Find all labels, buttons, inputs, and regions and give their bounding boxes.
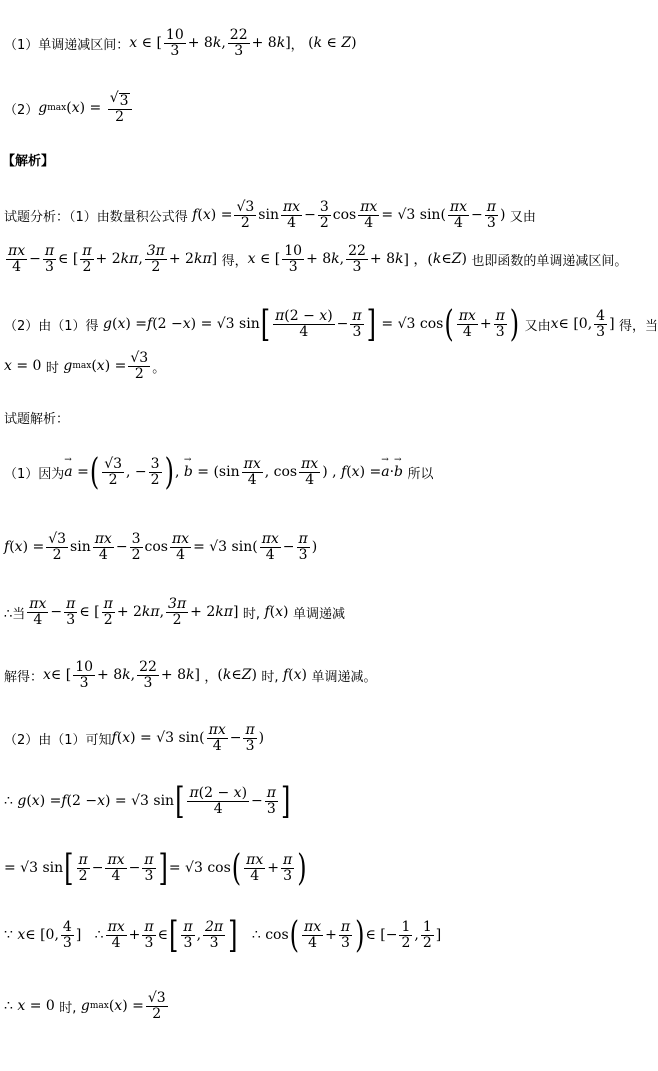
solution-line-3: ∴当 $\frac{\pi x}{4}$ − $\frac{\pi}{3}$ ∈ [ $\frac{\pi}{2}$ + 2 kπ , $\frac{3\pi}{2}$ + 2 kπ ] 时, f ( x ) 单调递减	[4, 595, 345, 628]
solution-1-tail: 所以	[407, 466, 434, 482]
solution-9-mid: 时,	[59, 1000, 77, 1016]
comma: ，	[290, 37, 304, 53]
analysis-line-4: x = 0 时 g max ( x ) = $\frac{√3}{2}$ 。	[4, 349, 166, 382]
solution-line-5: （2）由（1）可知 f ( x ) = √3 sin( $\frac{\pi x}{4}$ − $\frac{\pi}{3}$ )	[4, 721, 265, 754]
solution-line-9: ∴ x = 0 时, g max ( x ) = $\frac{√3}{2}$	[4, 989, 166, 1022]
solution-line-4: 解得： x ∈ [ $\frac{10}{3}$ + 8 k , $\frac{22}{3}$ + 8 k ] ， ( k ∈ Z ) 时, f ( x ) 单调递减。	[4, 658, 377, 691]
solution-line-8: ∵ x ∈ [0, $\frac{4}{3}$ ] ∴ $\frac{\pi x}{4}$ + $\frac{\pi}{3}$ ∈ [ $\frac{\pi}{3}$ , $\frac{2\pi}{3}$ ] ∴ cos ( $\frac{\pi x}{4}$ + $\frac{\pi}{3}$ ) ∈ [− $\frac{1}{2}$ , $\frac{1}{2}$ ]	[4, 914, 442, 956]
solution-heading: 试题解析：	[4, 412, 70, 427]
answer-line-1: （1）单调递减区间： x ∈ [ $\frac{10}{3}$ + 8 k , $\frac{22}{3}$ + 8 k ] ， ( k ∈ Z )	[4, 26, 357, 59]
answer-line-2: （2） g max ( x ) = √ 3 2	[4, 88, 134, 128]
analysis-2-tail: 也即函数的单调递减区间。	[471, 253, 628, 269]
solution-1-label: （1）因为	[4, 466, 65, 482]
answer-1-label: （1）单调递减区间：	[4, 37, 130, 53]
analysis-heading: 【解析】	[2, 154, 55, 169]
analysis-3-mid: 又由	[524, 318, 551, 334]
solution-line-2: f ( x ) = $\frac{√3}{2}$ sin $\frac{\pi x}{4}$ − $\frac{3}{2}$ cos $\frac{\pi x}{4}$ = √3 sin( $\frac{\pi x}{4}$ − $\frac{\pi}{3}$ )	[4, 530, 318, 563]
analysis-line-2: $\frac{\pi x}{4}$ − $\frac{\pi}{3}$ ∈ [ $\frac{\pi}{2}$ + 2 kπ , $\frac{3\pi}{2}$ + 2 kπ ] 得， x ∈ [ $\frac{10}{3}$ + 8 k , $\frac{22}{3}$ + 8 k ] ，( k ∈ Z ) 也即函数的单调递减区间。	[8, 242, 628, 275]
analysis-1-tail: 又由	[509, 209, 536, 225]
solution-4-mid: ，	[204, 669, 218, 685]
analysis-3-label: （2）由（1）得	[4, 318, 99, 334]
solution-4-tail: 时,	[261, 669, 279, 685]
analysis-2-mid: 得，	[221, 253, 248, 269]
solution-3-pre: ∴当	[4, 606, 26, 622]
solution-line-1: （1）因为 → a = ( $\frac{√3}{2}$ , − $\frac{3}{2}$ ) , → b = (sin $\frac{\pi x}{4}$ , cos $\frac{\pi x}{4}$ ) , f ( x ) = → a · → b 所以	[4, 448, 433, 496]
solution-line-6: ∴ g ( x ) = f (2 − x ) = √3 sin [ $\frac{\pi(2 - x)}{4}$ − $\frac{\pi}{3}$ ]	[4, 780, 291, 822]
solution-4-end: 单调递减。	[311, 669, 377, 685]
solution-3-end: 单调递减	[292, 606, 345, 622]
answer-2-label: （2）	[4, 102, 39, 118]
analysis-3-tail: 得，当	[619, 318, 658, 334]
analysis-line-1: 试题分析：（1）由数量积公式得 f ( x ) = $\frac{√3}{2}$ sin $\frac{\pi x}{4}$ − $\frac{3}{2}$ cos $\frac{\pi x}{4}$ = √3 sin( $\frac{\pi x}{4}$ − $\frac{\pi}{3}$ ) 又由	[4, 198, 536, 231]
solution-line-7: = √3 sin [ $\frac{\pi}{2}$ − $\frac{\pi x}{4}$ − $\frac{\pi}{3}$ ] = √3 cos ( $\frac{\pi x}{4}$ + $\frac{\pi}{3}$ )	[4, 847, 307, 889]
analysis-line-3: （2）由（1）得 g ( x ) = f (2 − x ) = √3 sin [ $\frac{\pi(2 - x)}{4}$ − $\frac{\pi}{3}$ ] = √3 cos ( $\frac{\pi x}{4}$ + $\frac{\pi}{3}$ ) 又由 x ∈ [0, $\frac{4}{3}$ ] 得，当	[4, 303, 658, 345]
solution-5-label: （2）由（1）可知	[4, 732, 112, 748]
analysis-4-mid: 时	[45, 360, 59, 376]
solution-4-label: 解得：	[4, 669, 44, 685]
solution-3-tail: 时,	[242, 606, 260, 622]
analysis-1-label: 试题分析：（1）由数量积公式得	[4, 209, 188, 225]
analysis-4-tail: 。	[152, 360, 166, 376]
